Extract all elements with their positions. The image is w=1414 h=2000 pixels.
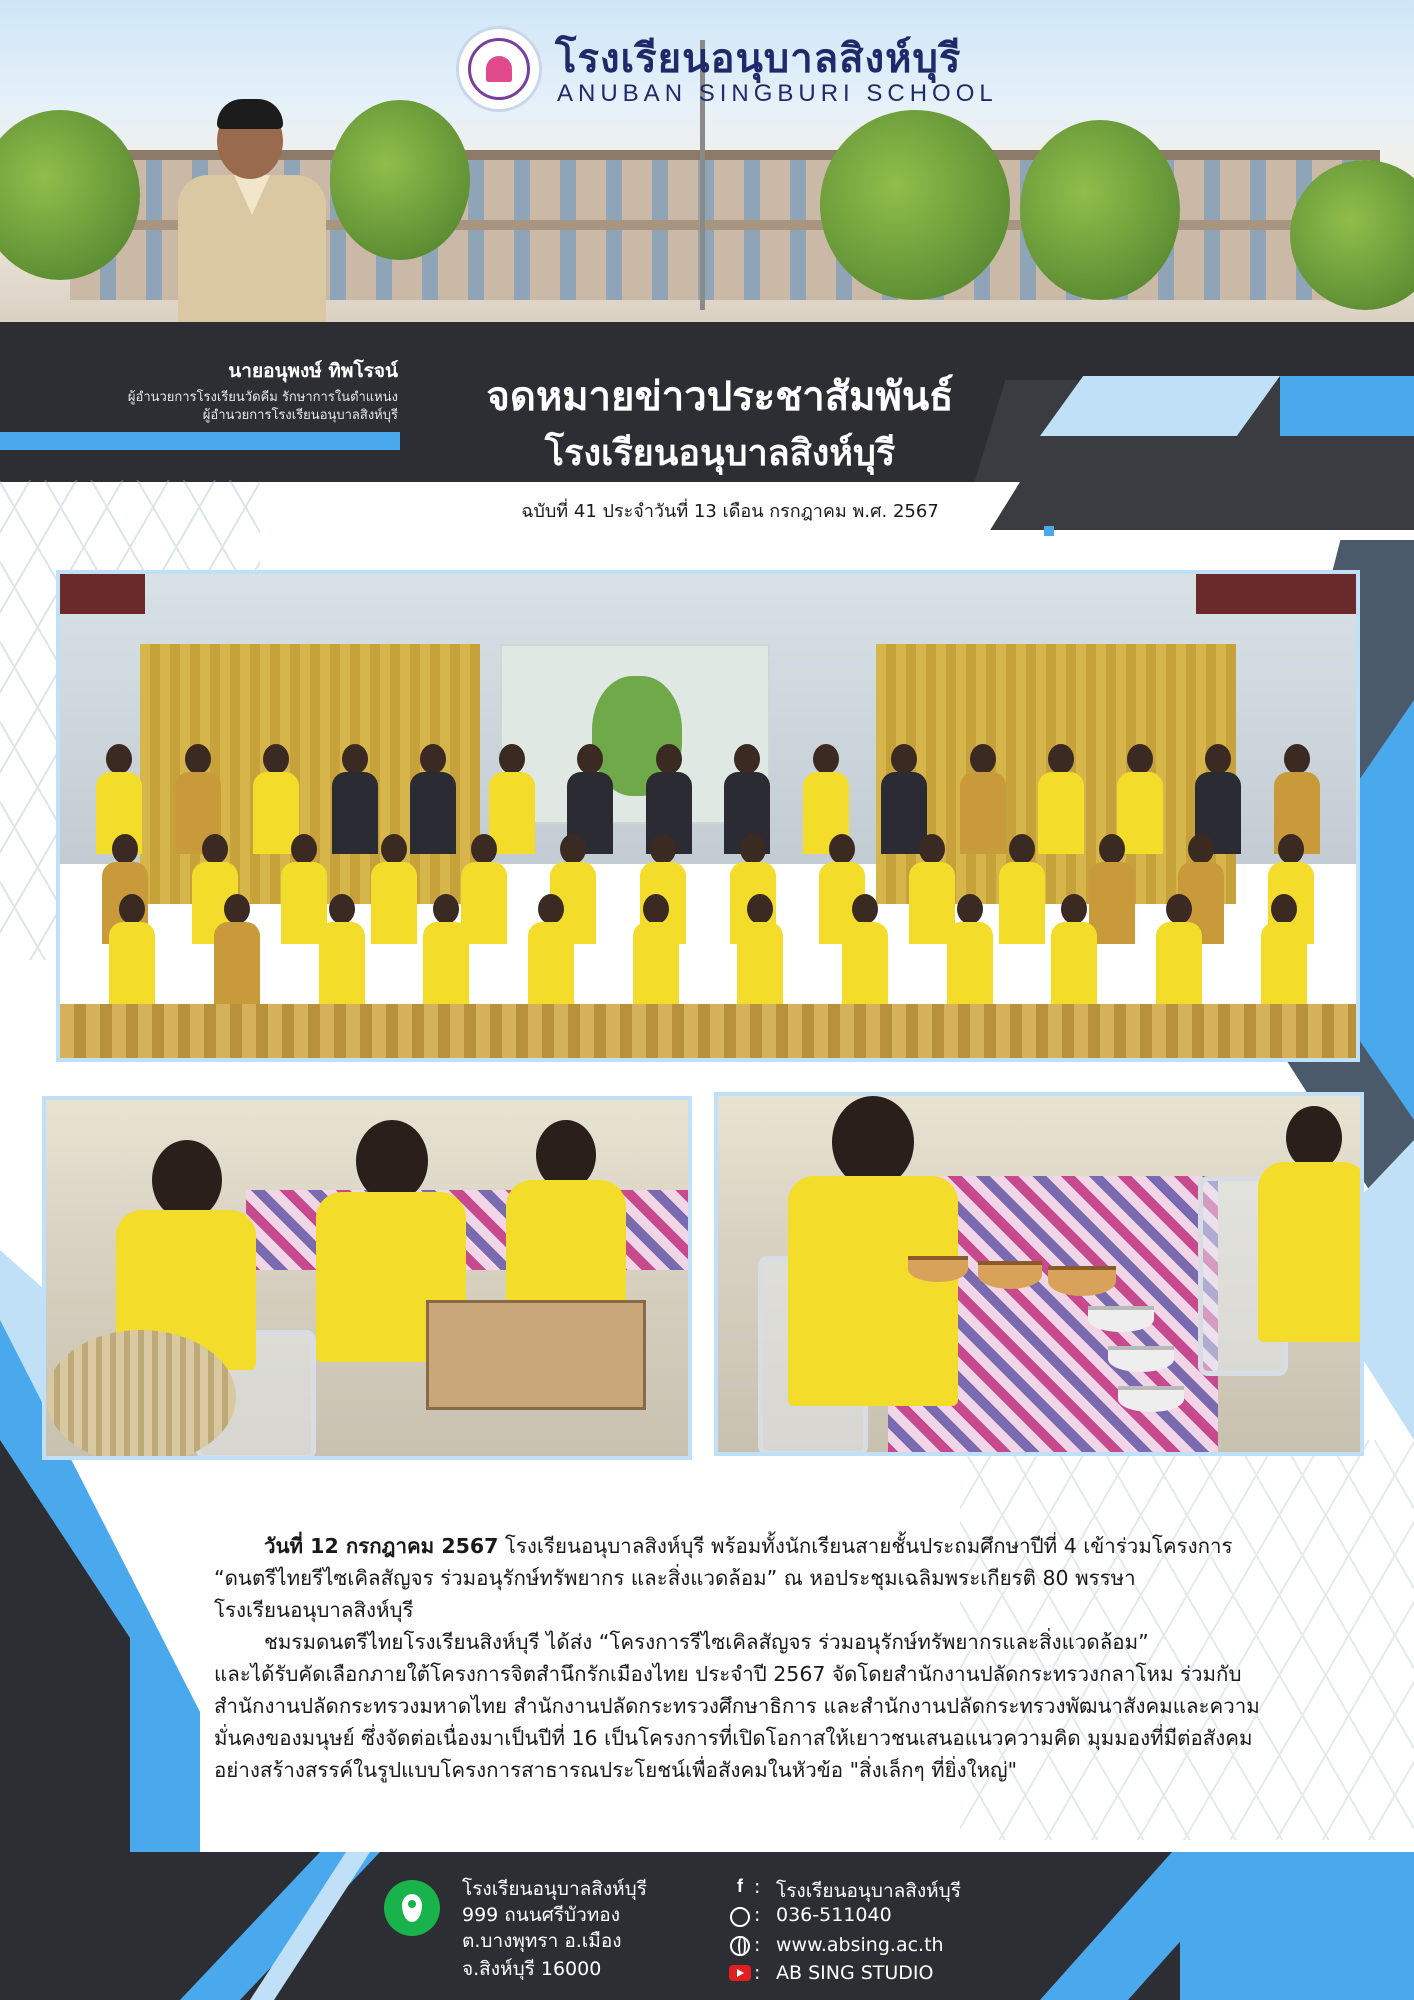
paragraph-1-text: โรงเรียนอนุบาลสิงห์บุรี พร้อมทั้งนักเรียนสายชั้นประถมศึกษาปีที่ 4 เข้าร่วมโครงการ <box>498 1534 1233 1558</box>
bowl <box>1108 1346 1174 1372</box>
address-line-4: จ.สิงห์บุรี 16000 <box>462 1958 602 1980</box>
newsletter-title: จดหมายข่าวประชาสัมพันธ์ <box>486 374 954 420</box>
footer-block-right <box>1180 1852 1414 2000</box>
map-pin-icon <box>384 1880 440 1936</box>
band-sky-right <box>1280 376 1414 436</box>
tree <box>820 110 1010 300</box>
bowl <box>1048 1266 1116 1296</box>
logo-ring <box>468 38 530 100</box>
contact-colon: : <box>754 1934 761 1956</box>
paragraph-2-line-2: และได้รับคัดเลือกภายใต้โครงการจิตสำนึกรักเมืองไทย ประจำปี 2567 จัดโดยสำนักงานปลัดกระทรวงกลาโหม ร่วมกับ <box>214 1662 1242 1686</box>
header-photo <box>0 0 1414 330</box>
school-name-english: ANUBAN SINGBURI SCHOOL <box>557 80 998 107</box>
paragraph-1-line-1 <box>214 1530 1324 1562</box>
facebook-icon[interactable]: f <box>737 1876 743 1896</box>
paragraph-2-line-4: มั่นคงของมนุษย์ ซึ่งจัดต่อเนื่องมาเป็นปีที่ 16 เป็นโครงการที่เปิดโอกาสให้เยาวชนเสนอแนวความคิด มุมมองที่มีต่อสังคม <box>214 1726 1253 1750</box>
youtube-icon <box>729 1965 751 1981</box>
person <box>633 894 679 1004</box>
director-name: นายอนุพงษ์ ทิพโรจน์ <box>228 360 398 382</box>
person <box>947 894 993 1004</box>
youtube-link[interactable]: AB SING STUDIO <box>776 1962 934 1984</box>
paragraph-2-line-5: อย่างสร้างสรรค์ในรูปแบบโครงการสาธารณประโยชน์เพื่อสังคมในหัวข้อ "สิ่งเล็กๆ ที่ยิ่งใหญ่" <box>214 1758 1018 1782</box>
article-body <box>214 1530 1324 1786</box>
contact-colon: : <box>754 1876 761 1898</box>
group-photo <box>56 570 1360 1062</box>
person <box>1156 894 1202 1004</box>
person <box>737 894 783 1004</box>
students-playing-photo <box>42 1096 692 1460</box>
person <box>528 894 574 1004</box>
facebook-link[interactable]: โรงเรียนอนุบาลสิงห์บุรี <box>776 1880 961 1902</box>
stage-skirt <box>60 1004 1356 1062</box>
phone-icon <box>730 1907 750 1927</box>
person <box>319 894 365 1004</box>
website-link[interactable]: www.absing.ac.th <box>776 1934 944 1956</box>
issue-line: ฉบับที่ 41 ประจำวันที่ 13 เดือน กรกฎาคม พ.ศ. 2567 <box>521 501 939 522</box>
people-row-front <box>80 894 1336 1004</box>
phone-number[interactable]: 036-511040 <box>776 1904 892 1926</box>
tree <box>330 100 470 260</box>
paragraph-1-line-2: “ดนตรีไทยรีไซเคิลสัญจร ร่วมอนุรักษ์ทรัพยากร และสิ่งแวดล้อม” ณ หอประชุมเฉลิมพระเกียรติ 80 พรรษา <box>214 1566 1136 1590</box>
person <box>214 894 260 1004</box>
stage-scene <box>60 574 1356 1058</box>
students-bowls-photo <box>714 1092 1364 1456</box>
person <box>1261 894 1307 1004</box>
paragraph-1-line-3: โรงเรียนอนุบาลสิงห์บุรี <box>214 1598 414 1622</box>
band-blue-stripe <box>0 432 400 450</box>
maroon-valance-right <box>1196 574 1356 614</box>
person <box>423 894 469 1004</box>
director-role-line-2: ผู้อำนวยการโรงเรียนอนุบาลสิงห์บุรี <box>202 408 398 423</box>
paragraph-2-line-1 <box>214 1626 1324 1658</box>
paragraph-2-text: ชมรมดนตรีไทยโรงเรียนสิงห์บุรี ได้ส่ง “โครงการรีไซเคิลสัญจร ร่วมอนุรักษ์ทรัพยากรและสิ่งแวดล้อม” <box>264 1630 1149 1654</box>
drum <box>46 1330 236 1460</box>
bowl <box>908 1256 968 1282</box>
person <box>1051 894 1097 1004</box>
article-date: วันที่ 12 กรกฎาคม 2567 <box>264 1534 499 1558</box>
director-photo <box>172 95 332 330</box>
address-line-2: 999 ถนนศรีบัวทอง <box>462 1904 620 1926</box>
bowl <box>978 1261 1042 1289</box>
address-line-3: ต.บางพุทรา อ.เมือง <box>462 1930 622 1952</box>
person <box>842 894 888 1004</box>
bowl <box>1088 1306 1154 1332</box>
deco-square <box>1044 526 1054 536</box>
globe-icon <box>730 1936 750 1956</box>
student <box>1258 1106 1364 1366</box>
school-logo <box>456 26 542 112</box>
director-hair <box>217 99 283 129</box>
newsletter-subtitle: โรงเรียนอนุบาลสิงห์บุรี <box>544 433 896 474</box>
tree <box>1020 120 1180 300</box>
bowl <box>1118 1386 1184 1412</box>
ranat-instrument <box>426 1300 646 1410</box>
address-line-1: โรงเรียนอนุบาลสิงห์บุรี <box>462 1878 647 1900</box>
contact-colon: : <box>754 1904 761 1926</box>
contact-colon: : <box>754 1962 761 1984</box>
person <box>109 894 155 1004</box>
paragraph-2-line-3: สำนักงานปลัดกระทรวงมหาดไทย สำนักงานปลัดกระทรวงศึกษาธิการ และสำนักงานปลัดกระทรวงพัฒนาสังคมและความ <box>214 1694 1260 1718</box>
maroon-valance-left <box>60 574 145 614</box>
lotus-icon <box>486 56 512 82</box>
director-role-line-1: ผู้อำนวยการโรงเรียนวัดคีม รักษาการในตำแหน่ง <box>127 390 398 405</box>
school-name-thai: โรงเรียนอนุบาลสิงห์บุรี <box>555 36 962 82</box>
